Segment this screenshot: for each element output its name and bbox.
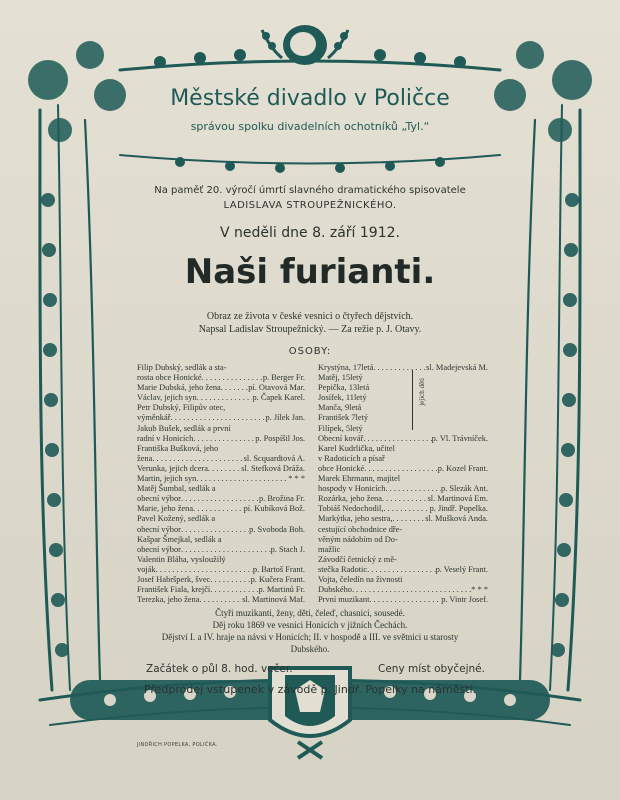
acts-line-1: Dějství I. a IV. hraje na návsi v Honicích; II. v hospodě a III. ve světnici u starosty (161, 632, 459, 642)
cast-actor: p. Pospíšil Jos. (255, 433, 305, 443)
leader-dots (181, 545, 271, 555)
cast-row (318, 494, 488, 504)
cast-row (137, 424, 305, 434)
leader-dots (156, 565, 253, 575)
cast-row (137, 444, 305, 454)
cast-row (318, 595, 488, 605)
cast-role: Josef Habršperk, švec (137, 574, 211, 584)
management-line: správou spolku divadelních ochotníků „Tyl.“ (190, 120, 430, 133)
leader-dots (373, 363, 426, 373)
leader-dots (385, 484, 441, 494)
cast-role: Pavel Kožený, sedlák a (137, 514, 216, 524)
cast-role: Marie Dubská, jeho žena (137, 383, 221, 393)
cast-role: Rozárka, jeho žena (318, 494, 382, 504)
cast-role: Martin, jejich syn (137, 474, 197, 484)
cast-actor: sl. Martinová Em. (427, 494, 488, 504)
leader-dots (202, 373, 263, 383)
cast-actor: sl. Scquardtová A. (243, 453, 305, 463)
play-title: Naši furianti. (184, 252, 436, 292)
cast-row (137, 595, 305, 605)
cast-actor: sl. Mušková Anda. (425, 514, 488, 524)
cast-row (318, 464, 488, 474)
leader-dots (181, 525, 249, 535)
cast-row (318, 514, 488, 524)
cast-row (318, 504, 488, 514)
cast-role: Marie, jeho žena (137, 504, 194, 514)
subtitle-line-1: Obraz ze života v české vesnici o čtyřech dějstvích. (206, 311, 414, 322)
cast-role: Krystýna, 17letá (318, 363, 374, 372)
cast-role: hospody v Honicích (318, 484, 386, 494)
cast-list-left (137, 363, 305, 605)
cast-role: Pepička, 13letá (318, 383, 370, 393)
cast-row (137, 363, 305, 373)
cast-actor: p. Jílek Jan. (265, 413, 305, 423)
cast-role: v Radoticích a písař (318, 453, 385, 463)
cast-row (137, 565, 305, 575)
cast-role: Václav, jejich syn (137, 393, 197, 403)
cast-actor: p. Kučera Frant. (250, 574, 305, 584)
cast-role: Terezka, jeho žena (137, 595, 200, 605)
cast-role: Filip Dubský, sedlák a sta- (137, 363, 227, 372)
extras-line: Čtyři muzikanti, ženy, děti, čeleď, chasnici, sousedé. (215, 608, 405, 618)
leader-dots (210, 575, 250, 585)
leader-dots (193, 504, 244, 514)
cast-row (137, 504, 305, 514)
leader-dots (367, 565, 436, 575)
cast-role: obecní výbor (137, 494, 181, 504)
cast-role: Petr Dubský, Filipův otec, (137, 403, 226, 413)
cast-role: radní v Honicích (137, 433, 194, 443)
leader-dots (382, 494, 428, 504)
cast-actor: sl. Stefková Dráža. (241, 463, 305, 473)
cast-row (137, 474, 305, 484)
cast-row (137, 454, 305, 464)
cast-role: Verunka, jejich dcera (137, 463, 208, 473)
cast-role: Matěj Šumbal, sedlák a (137, 484, 216, 494)
cast-row (137, 545, 305, 555)
subtitle-line-2: Napsal Ladislav Stroupežnický. — Za režie p. J. Otavy. (198, 324, 422, 335)
cast-role: obce Honické (318, 463, 365, 473)
cast-role: Vojta, čeledín na živnosti (318, 574, 403, 584)
cast-role: cestující obchodnice dře- (318, 524, 403, 534)
leader-dots (171, 413, 266, 423)
printer-credit: JINDŘICH POPELKA, POLIČKA. (137, 742, 218, 748)
cast-role: Marek Ehrmann, majitel (318, 474, 401, 484)
cast-actor: * * * (288, 474, 305, 484)
cast-row (318, 525, 488, 535)
cast-role: Kašpar Šmejkal, sedlák a (137, 534, 222, 544)
cast-role: Obecní kovář (318, 433, 364, 443)
leader-dots (181, 494, 259, 504)
leader-dots (193, 434, 255, 444)
leader-dots (392, 514, 425, 524)
cast-row (318, 454, 488, 464)
cast-role: První muzikant (318, 595, 370, 605)
cast-row (318, 535, 488, 545)
cast-actor: p. Veselý Frant. (435, 564, 488, 574)
dedication-line-1: Na paměť 20. výročí úmrtí slavného dramatického spisovatele (154, 185, 466, 196)
leader-dots (199, 595, 242, 605)
cast-actor: pí. Otavová Mar. (248, 383, 305, 393)
cast-actor: p. Slezák Ant. (441, 484, 488, 494)
cast-role: Jakub Bušek, sedlák a první (137, 423, 231, 433)
cast-role: Valentin Bláha, vysloužilý (137, 554, 226, 564)
setting-line: Děj roku 1869 ve vesnici Honicích v jižních Čechách. (212, 620, 408, 630)
cast-role: Josífek, 11letý (318, 393, 367, 403)
cast-role: Karel Kudrlička, učitel (318, 443, 395, 453)
cast-role: věným nádobím od Do- (318, 534, 398, 544)
cast-actor: p. Bartoš Frant. (252, 564, 305, 574)
cast-role: výměnkář (137, 413, 171, 423)
cast-role: František 7letý (318, 413, 369, 423)
cast-role: žena (137, 453, 153, 463)
cast-row (318, 413, 488, 423)
cast-role: rosta obce Honické (137, 373, 202, 383)
ticket-prices: Ceny míst obyčejné. (378, 663, 485, 675)
cast-row (318, 424, 488, 434)
cast-row (318, 484, 488, 494)
presale-line: Předprodej vstupenek v závodě p. Jindř. Popelky na náměstí. (143, 683, 477, 696)
cast-row (137, 514, 305, 524)
cast-row (137, 484, 305, 494)
cast-role: Tobiáš Nedochodil, (318, 504, 384, 514)
leader-dots (208, 464, 241, 474)
cast-role: mažlic (318, 544, 341, 554)
cast-row (318, 545, 488, 555)
cast-actor: p. Jindř. Popelka. (429, 504, 488, 514)
leader-dots (196, 474, 288, 484)
cast-row (318, 444, 488, 454)
cast-actor: p. Brožina Fr. (258, 494, 305, 504)
leader-dots (364, 464, 437, 474)
cast-role: Filípek, 5letý (318, 423, 363, 433)
cast-role: Matěj, 15letý (318, 373, 363, 383)
cast-row (318, 363, 488, 373)
cast-role: František Fiala, krejčí (137, 585, 211, 595)
cast-row (137, 575, 305, 585)
children-bracket-line (412, 370, 413, 430)
cast-row (137, 525, 305, 535)
cast-row (137, 434, 305, 444)
leader-dots (210, 585, 258, 595)
cast-row (137, 464, 305, 474)
date-line: V neděli dne 8. září 1912. (220, 225, 400, 241)
cast-row (318, 565, 488, 575)
cast-actor: sl. Madejevská M. (426, 363, 488, 372)
cast-role: Dubského (318, 585, 352, 595)
leader-dots (363, 434, 431, 444)
leader-dots (152, 454, 243, 464)
cast-actor: p. Martinů Fr. (258, 585, 305, 595)
cast-actor: p. Vl. Trávníček. (431, 433, 488, 443)
cast-actor: pí. Kubíková Bož. (243, 504, 305, 514)
leader-dots (383, 504, 429, 514)
cast-row (318, 555, 488, 565)
cast-role: Františka Bušková, jeho (137, 443, 219, 453)
cast-row (318, 373, 488, 383)
cast-row (137, 383, 305, 393)
children-bracket-label: jejich děti (418, 378, 426, 406)
cast-row (137, 403, 305, 413)
cast-row (137, 494, 305, 504)
cast-row (318, 403, 488, 413)
cast-role: Závodčí četnický z mě- (318, 554, 397, 564)
cast-actor: * * * (471, 585, 488, 595)
cast-role: obecní výbor (137, 544, 181, 554)
cast-row (318, 393, 488, 403)
cast-row (137, 535, 305, 545)
cast-actor: p. Stach J. (270, 544, 305, 554)
cast-row (137, 393, 305, 403)
cast-row (318, 585, 488, 595)
cast-row (318, 575, 488, 585)
cast-heading: OSOBY: (288, 346, 332, 357)
cast-actor: sl. Martinová Maf. (242, 595, 305, 605)
cast-row (318, 383, 488, 393)
cast-actor: p. Vintr Josef. (441, 595, 488, 605)
cast-row (137, 555, 305, 565)
acts-line-2: Dubského. (290, 644, 330, 654)
cast-actor: p. Čapek Karel. (252, 393, 305, 403)
dedication-line-2: LADISLAVA STROUPEŽNICKÉHO. (223, 200, 397, 211)
cast-row (137, 373, 305, 383)
leader-dots (369, 595, 441, 605)
cast-row (137, 585, 305, 595)
theatre-title: Městské divadlo v Poličce (170, 86, 450, 111)
cast-role: stečka Radotic (318, 564, 368, 574)
start-time: Začátek o půl 8. hod. večer. (146, 663, 293, 675)
cast-row (318, 474, 488, 484)
leader-dots (352, 585, 471, 595)
cast-row (137, 413, 305, 423)
cast-actor: p. Berger Fr. (262, 373, 305, 383)
cast-role: obecní výbor (137, 524, 181, 534)
leader-dots (221, 383, 249, 393)
cast-row (318, 434, 488, 444)
cast-role: voják (137, 564, 156, 574)
cast-actor: p. Svoboda Boh. (249, 524, 305, 534)
cast-role: Manča, 9letá (318, 403, 362, 413)
cast-actor: p. Kozel Frant. (437, 463, 488, 473)
leader-dots (197, 393, 253, 403)
cast-role: Markýtka, jeho sestra, (318, 514, 393, 524)
cast-list-right (318, 363, 488, 605)
